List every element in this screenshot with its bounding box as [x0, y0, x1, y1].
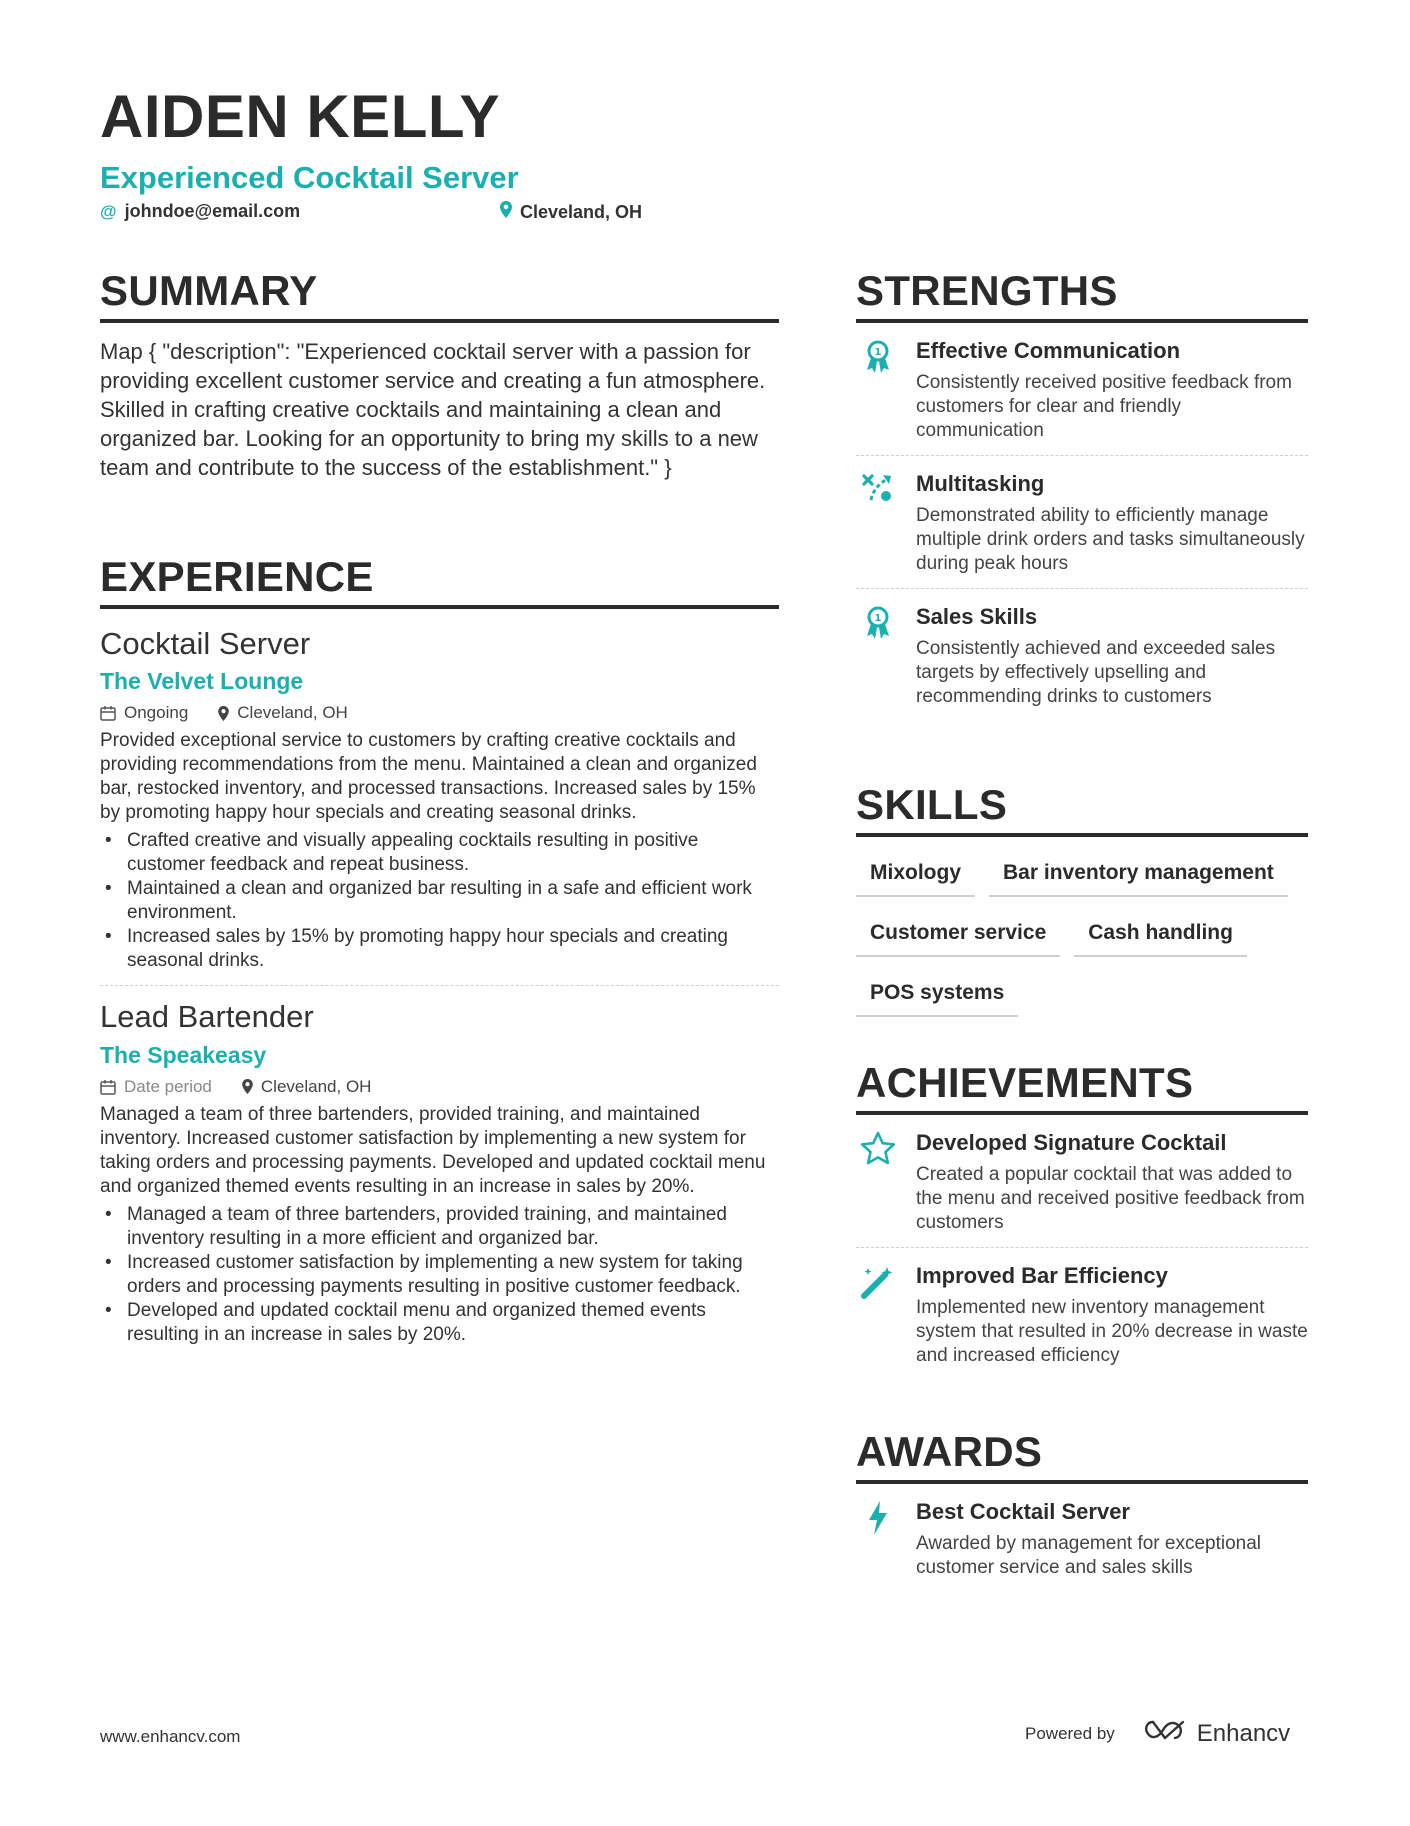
job-bullet: • Increased customer satisfaction by implementing a new system for taking orders and processing payments resulting in positive customer feedback.	[100, 1251, 779, 1299]
achievement-item	[856, 1115, 1308, 1247]
skills-list	[856, 853, 1308, 1033]
magic-wand-icon	[856, 1262, 900, 1368]
location-pin-icon	[242, 1079, 253, 1094]
brand-name: Enhancv	[1196, 1719, 1291, 1747]
contact-location	[500, 201, 642, 223]
at-icon: @	[100, 201, 117, 221]
skill-tag: Customer service	[856, 913, 1060, 957]
skill-tag: Cash handling	[1074, 913, 1247, 957]
job-bullet: • Increased sales by 15% by promoting happy hour specials and creating seasonal drinks.	[100, 925, 779, 973]
achievement-title: Developed Signature Cocktail	[916, 1130, 1227, 1156]
skill-tag: Bar inventory management	[989, 853, 1288, 897]
award-ribbon-icon	[856, 337, 900, 443]
award-ribbon-icon	[856, 603, 900, 709]
job-bullet: • Managed a team of three bartenders, provided training, and maintained inventory resulting in a more efficient and organized bar.	[100, 1203, 779, 1251]
job-bullets	[100, 829, 779, 973]
summary-heading: SUMMARY	[100, 268, 779, 323]
job-bullet: • Developed and updated cocktail menu and organized themed events resulting in an increase in sales by 20%.	[100, 1299, 779, 1347]
powered-by-text: Powered by	[1025, 1723, 1115, 1743]
awards-section	[856, 1429, 1308, 1592]
skills-section	[856, 782, 1308, 1033]
achievement-title: Improved Bar Efficiency	[916, 1263, 1168, 1289]
summary-text: Map { "description": "Experienced cocktail server with a passion for providing excellent customer service and creating a fun atmosphere. Skilled in crafting creative cocktails and maintaining a clean and organized bar. Looking for an opportunity to bring my skills to a new team and contribute to the success of the establishment." }	[100, 339, 766, 481]
award-description: Awarded by management for exceptional customer service and sales skills	[916, 1533, 1262, 1579]
strength-title: Sales Skills	[916, 604, 1038, 630]
job-bullet: • Maintained a clean and organized bar resulting in a safe and efficient work environment.	[100, 877, 779, 925]
job-bullets	[100, 1203, 779, 1347]
strength-description: Consistently received positive feedback from customers for clear and friendly communication	[916, 372, 1292, 442]
footer-branding	[1025, 1718, 1290, 1749]
job-period: Ongoing	[124, 703, 189, 723]
contact-email	[100, 201, 300, 222]
achievement-description: Created a popular cocktail that was added to the menu and received positive feedback from customers	[916, 1164, 1305, 1234]
job-location: Cleveland, OH	[260, 1076, 372, 1096]
achievements-heading: ACHIEVEMENTS	[856, 1060, 1308, 1115]
job-title: Lead Bartender	[100, 999, 314, 1035]
experience-heading: EXPERIENCE	[100, 554, 779, 609]
svg-text:1: 1	[874, 347, 882, 359]
job-title: Cocktail Server	[100, 626, 311, 662]
job-location: Cleveland, OH	[237, 703, 348, 723]
job-period: Date period	[124, 1076, 212, 1096]
skill-tag: POS systems	[856, 973, 1018, 1017]
strategy-icon	[856, 470, 900, 576]
skills-heading: SKILLS	[856, 782, 1308, 837]
candidate-name: AIDEN KELLY	[100, 83, 501, 150]
strength-item	[856, 455, 1308, 588]
job-company: The Velvet Lounge	[100, 668, 304, 695]
summary-section	[100, 268, 779, 482]
awards-heading: AWARDS	[856, 1429, 1308, 1484]
award-title: Best Cocktail Server	[916, 1499, 1130, 1525]
experience-section	[100, 554, 779, 1347]
achievement-item	[856, 1247, 1308, 1380]
achievements-section	[856, 1060, 1308, 1380]
job-bullet: • Crafted creative and visually appealing cocktails resulting in positive customer feedback and repeat business.	[100, 829, 779, 877]
location-pin-icon	[500, 201, 512, 223]
skill-tag: Mixology	[856, 853, 975, 897]
achievement-description: Implemented new inventory management system that resulted in 20% decrease in waste and increased efficiency	[916, 1297, 1308, 1367]
strengths-heading: STRENGTHS	[856, 268, 1308, 323]
strength-item	[856, 588, 1308, 721]
job-company: The Speakeasy	[100, 1041, 267, 1068]
star-icon	[856, 1129, 900, 1235]
strength-title: Effective Communication	[916, 338, 1181, 364]
job-meta	[100, 703, 779, 723]
footer-website[interactable]: www.enhancv.com	[100, 1727, 241, 1746]
lightning-icon	[856, 1498, 900, 1580]
candidate-title: Experienced Cocktail Server	[100, 160, 519, 195]
strengths-section	[856, 268, 1308, 721]
job-description: Provided exceptional service to customers by crafting creative cocktails and providing recommendations from the menu. Maintained a clean and organized bar, restocked inventory, and processed transactions. Increased sales by 15% by promoting happy hour specials and creating seasonal drinks.	[100, 730, 757, 824]
job-entry	[100, 998, 779, 1346]
strength-item	[856, 323, 1308, 455]
job-entry	[100, 625, 779, 986]
calendar-icon	[100, 1079, 116, 1095]
award-item	[856, 1484, 1308, 1592]
job-description: Managed a team of three bartenders, provided training, and maintained inventory. Increased customer satisfaction by implementing a new system for taking orders and processing payments. Developed and updated cocktail menu and organized themed events resulting in an increase in sales by 20%.	[100, 1103, 766, 1197]
email-text: johndoe@email.com	[124, 201, 301, 221]
location-pin-icon	[218, 706, 229, 721]
strength-description: Consistently achieved and exceeded sales targets by effectively upselling and recommending drinks to customers	[916, 638, 1276, 708]
brand-logo[interactable]	[1141, 1718, 1290, 1749]
strength-description: Demonstrated ability to efficiently manage multiple drink orders and tasks simultaneously during peak hours	[916, 505, 1305, 575]
job-meta	[100, 1077, 779, 1097]
strength-title: Multitasking	[916, 471, 1045, 497]
location-text: Cleveland, OH	[520, 201, 643, 222]
svg-text:1: 1	[874, 613, 882, 625]
divider	[100, 985, 779, 986]
calendar-icon	[100, 705, 116, 721]
enhancv-logo-icon	[1141, 1718, 1187, 1749]
